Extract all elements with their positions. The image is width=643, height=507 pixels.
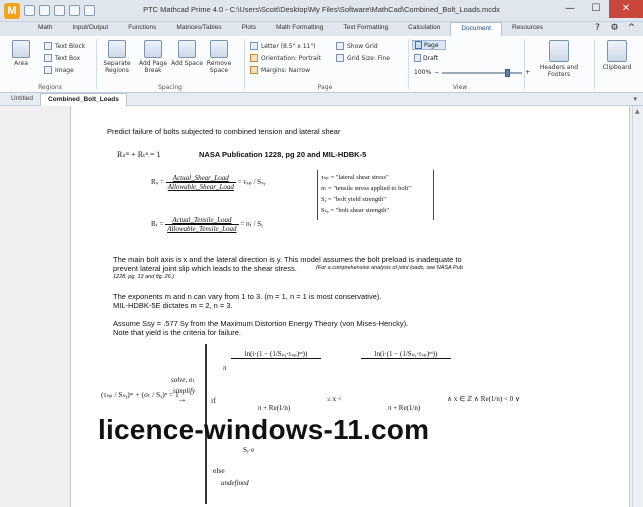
symbolic-arrow-icon: → — [177, 394, 187, 405]
ln-expression-upper: ln(i·(1 − (1/Sₛᵧ·τₛₚ)ᵐ)) — [374, 350, 438, 358]
text-box-button[interactable] — [44, 53, 80, 63]
definition-item: Sᵧ = "bolt yield strength" — [321, 196, 386, 203]
worksheet-page[interactable] — [70, 106, 630, 507]
heading-text[interactable]: Predict failure of bolts subjected to combined tension and lateral shear — [107, 127, 341, 136]
help-icon[interactable]: ? — [595, 23, 600, 33]
window-title: PTC Mathcad Prime 4.0 - C:\Users\Scott\Desktop\My Files\Software\MathCad\Combined_Bolt_Loads.mcdx — [143, 5, 500, 14]
tab-text-formatting[interactable]: Text Formatting — [343, 24, 389, 31]
minimize-button[interactable]: — — [565, 3, 575, 14]
grid-size-icon — [336, 54, 344, 62]
headers-footers-button[interactable] — [528, 38, 590, 78]
paragraph-yield[interactable]: Note that yield is the criteria for failure. — [113, 328, 241, 337]
doc-tab-untitled[interactable]: Untitled — [11, 95, 34, 102]
close-button[interactable]: ✕ — [609, 0, 643, 18]
text-box-label: Text Box — [55, 54, 81, 62]
doc-tab-combined-bolt-loads[interactable]: Combined_Bolt_Loads — [40, 93, 127, 106]
text-block-label: Text Block — [55, 42, 86, 50]
view-group-label: View — [452, 84, 468, 91]
zoom-in-button[interactable]: + — [525, 69, 531, 76]
remove-space-label: Remove Space — [206, 60, 232, 74]
orientation-icon — [250, 54, 258, 62]
draft-view-button[interactable] — [412, 53, 446, 63]
definition-item: Sₛᵧ = "bolt shear strength" — [321, 207, 390, 214]
ln-expression: ln(i·(1 − (1/Sₛᵧ·τₛₚ)ᵐ)) — [244, 350, 308, 358]
add-space-icon — [178, 40, 196, 58]
else-keyword: else — [213, 466, 225, 475]
paper-size-dropdown[interactable] — [250, 41, 315, 51]
tab-plots[interactable]: Plots — [241, 24, 257, 31]
paragraph-note-cont[interactable]: 1228, pg. 13 and fig. 26.) — [113, 274, 175, 280]
group-separator — [524, 39, 525, 89]
spacing-group-label: Spacing — [158, 84, 182, 91]
zoom-level: 100% — [414, 69, 432, 76]
tab-document[interactable]: Document — [450, 22, 502, 36]
paragraph-exponents[interactable]: The exponents m and n can vary from 1 to 3. (m = 1, n = 1 is most conservative). — [113, 292, 382, 301]
area-icon — [12, 40, 30, 58]
zoom-slider[interactable] — [442, 72, 522, 74]
watermark-text: licence-windows-11.com — [98, 414, 430, 445]
separate-regions-icon — [108, 40, 126, 58]
definitions-bracket — [317, 170, 318, 220]
zoom-out-button[interactable]: − — [434, 69, 440, 76]
result-expression: Sᵧ·e — [243, 446, 255, 454]
separate-regions-label: Separate Regions — [103, 60, 131, 74]
regions-group-label: Regions — [38, 84, 62, 91]
rt-fraction — [165, 216, 238, 233]
definition-item: σₜ = "tensile stress applied to bolt" — [321, 185, 411, 192]
ribbon — [0, 36, 643, 93]
paragraph-axis[interactable]: The main bolt axis is x and the lateral direction is y. This model assumes the bolt preload is inadequate to — [113, 255, 462, 264]
image-label: Image — [55, 66, 74, 74]
clipboard-button[interactable] — [598, 38, 636, 71]
maximize-button[interactable]: ☐ — [591, 3, 601, 14]
grid-size-label: Grid Size: Fine — [347, 54, 390, 62]
definitions-bracket-right — [433, 170, 434, 220]
upper-bound-denominator: π + Re(1/n) — [387, 404, 421, 412]
interaction-equation[interactable]: Rₛᵐ + Rₜⁿ = 1 — [117, 150, 161, 159]
inequality-x: ≤ x < — [327, 395, 342, 403]
group-separator — [408, 39, 409, 89]
paragraph-axis-cont[interactable]: prevent lateral joint slip which leads to the shear stress. — [113, 264, 297, 273]
lower-bound-denominator: π + Re(1/n) — [257, 404, 291, 412]
tab-list-arrow-icon[interactable]: ▾ — [633, 95, 637, 103]
if-keyword: if — [211, 396, 216, 405]
page-view-button[interactable] — [412, 40, 446, 50]
clipboard-label: Clipboard — [602, 64, 632, 71]
scroll-up-icon[interactable]: ▲ — [635, 108, 640, 115]
solve-keyword: solve, σₜ — [171, 376, 195, 384]
grid-icon — [336, 42, 344, 50]
remove-space-button[interactable] — [202, 38, 236, 74]
zoom-slider-thumb[interactable] — [505, 69, 510, 77]
remove-space-icon — [210, 40, 228, 58]
rs-lhs: Rₛ = — [151, 178, 164, 187]
text-block-icon — [44, 42, 52, 50]
nasa-reference-text[interactable]: NASA Publication 1228, pg 20 and MIL-HDBK-5 — [199, 150, 367, 159]
add-space-label: Add Space — [171, 60, 203, 67]
rt-denominator: Allowable_Tensile_Load — [167, 225, 237, 233]
page-break-icon — [144, 40, 162, 58]
orientation-label: Orientation: Portrait — [261, 54, 321, 62]
page-group-label: Page — [317, 84, 333, 91]
tab-functions[interactable]: Functions — [128, 24, 157, 31]
grid-size-dropdown[interactable] — [336, 53, 390, 63]
workspace — [0, 106, 643, 507]
add-page-break-button[interactable] — [136, 38, 170, 74]
orientation-dropdown[interactable] — [250, 53, 321, 63]
paragraph-assume[interactable]: Assume Ssy = .577 Sy from the Maximum Distortion Energy Theory (von Mises-Hencky). — [113, 319, 409, 328]
area-button[interactable] — [4, 38, 38, 67]
show-grid-label: Show Grid — [347, 42, 378, 50]
rs-numerator: Actual_Shear_Load — [166, 174, 236, 183]
paragraph-milhdbk[interactable]: MIL-HDBK-5E dictates m = 2, n = 3. — [113, 301, 233, 310]
text-box-icon — [44, 54, 52, 62]
add-space-button[interactable] — [170, 38, 204, 67]
tab-calculation[interactable]: Calculation — [408, 24, 441, 31]
tab-math-formatting[interactable]: Math Formatting — [276, 24, 324, 31]
group-separator — [594, 39, 595, 89]
area-label: Area — [14, 60, 28, 67]
ribbon-tabs — [0, 22, 643, 36]
ribbon-right-icons — [592, 23, 637, 34]
mathcad-logo-icon[interactable]: M — [4, 3, 20, 19]
title-bar — [0, 0, 643, 22]
draft-view-icon — [414, 54, 421, 62]
rt-lhs: Rₜ = — [151, 220, 164, 229]
upper-bound-numerator — [361, 350, 451, 359]
vertical-scrollbar[interactable] — [632, 106, 643, 507]
rt-numerator: Actual_Tensile_Load — [165, 216, 238, 225]
paper-size-label: Letter (8.5" x 11") — [261, 42, 316, 50]
tab-resources[interactable]: Resources — [511, 24, 544, 31]
definitions-list[interactable] — [321, 172, 411, 216]
rt-definition[interactable] — [151, 216, 263, 233]
rs-denominator: Allowable_Shear_Load — [167, 183, 234, 191]
window-controls — [557, 0, 643, 18]
gear-icon[interactable]: ⚙ — [610, 23, 619, 33]
undefined-result: undefined — [221, 479, 249, 487]
collapse-ribbon-icon[interactable]: ^ — [627, 23, 636, 33]
add-page-break-label: Add Page Break — [138, 60, 168, 74]
margins-icon — [250, 66, 258, 74]
pi-symbol: π — [223, 364, 227, 372]
simplify-keyword: simplify — [173, 387, 196, 395]
tab-math[interactable]: Math — [38, 24, 53, 31]
solve-equation[interactable]: (τₛₚ / Sₛᵧ)ᵐ + (σₜ / Sᵧ)ⁿ = 1 — [101, 390, 179, 399]
clipboard-icon — [607, 40, 627, 62]
margins-label: Margins: Narrow — [261, 66, 310, 74]
paper-icon — [250, 42, 258, 50]
separate-regions-button[interactable] — [100, 38, 134, 74]
draft-view-label: Draft — [423, 54, 439, 62]
tab-input-output[interactable]: Input/Output — [72, 24, 109, 31]
margins-dropdown[interactable] — [250, 65, 310, 75]
headers-footers-label: Headers and Footers — [539, 64, 579, 78]
show-grid-toggle[interactable] — [336, 41, 378, 51]
definition-item: τₛₚ = "lateral shear stress" — [321, 174, 389, 181]
rs-fraction — [166, 174, 236, 191]
image-icon — [44, 66, 52, 74]
paragraph-note[interactable]: (For a comprehensive analysis of joint loads, see NASA Pub — [316, 265, 463, 271]
rt-rhs: = σₜ / Sᵧ — [240, 220, 264, 229]
integer-condition: ∧ x ∈ ℤ ∧ Re(1/n) < 0 ∨ — [447, 395, 521, 403]
tab-matrices-tables[interactable]: Matrices/Tables — [176, 24, 222, 31]
document-tabs — [0, 93, 643, 106]
group-separator — [96, 39, 97, 89]
group-separator — [244, 39, 245, 89]
headers-footers-icon — [549, 40, 569, 62]
lower-bound-numerator — [231, 350, 321, 359]
image-button[interactable] — [44, 65, 74, 75]
page-view-icon — [415, 41, 422, 49]
text-block-button[interactable] — [44, 41, 85, 51]
rs-definition[interactable] — [151, 174, 266, 191]
rs-rhs: = τₛₚ / Sₛᵧ — [237, 178, 266, 187]
zoom-control — [414, 69, 530, 76]
page-view-label: Page — [424, 41, 439, 49]
